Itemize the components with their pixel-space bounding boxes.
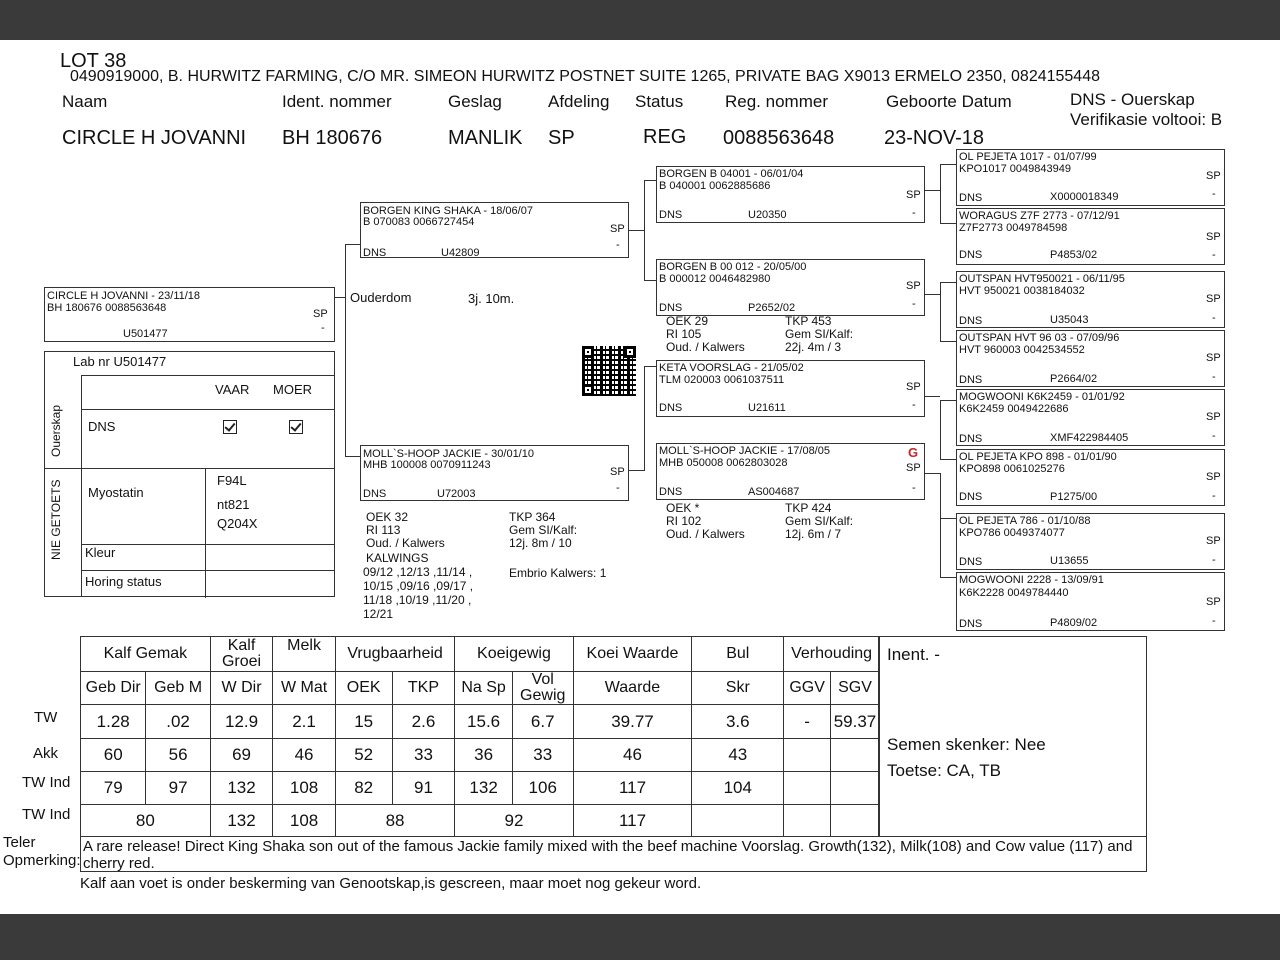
- ggp-title: MOGWOONI K6K2459 - 01/01/92: [959, 391, 1125, 403]
- dam-ri: RI 113: [366, 523, 401, 537]
- akk-cell: 36: [455, 739, 513, 772]
- gp-dns: DNS: [659, 302, 683, 314]
- sire-dash: -: [616, 239, 620, 251]
- gp4-tkp: TKP 424: [785, 501, 832, 515]
- twind-cell: [784, 772, 831, 805]
- ggp-box-3: [956, 271, 1225, 328]
- ggp-dash: -: [1212, 554, 1216, 566]
- gp-dns: DNS: [659, 486, 683, 498]
- sire-ids: B 070083 0066727454: [363, 216, 475, 228]
- dam-oek: OEK 32: [366, 510, 409, 524]
- ggp-sp: SP: [1206, 170, 1221, 182]
- gp-sp: SP: [906, 462, 921, 474]
- label-ident: Ident. nommer: [282, 92, 392, 111]
- dam-embrio: Embrio Kalwers: 1: [509, 566, 607, 580]
- top-bar: [0, 0, 1280, 40]
- dam-box: [360, 445, 629, 501]
- tw-cell: 39.77: [573, 705, 692, 739]
- ggp-dash: -: [1212, 490, 1216, 502]
- ggp-dash: -: [1212, 249, 1216, 261]
- gp-sp: SP: [906, 381, 921, 393]
- remark-text: A rare release! Direct King Shaka son out of the famous Jackie family mixed with the beef machine Voorslag. Growth(132), Milk(108) and Cow value (117) and cherry red.: [83, 838, 1133, 872]
- gp2-gem: Gem SI/Kalf:: [785, 327, 854, 341]
- gp-title: KETA VOORSLAG - 21/05/02: [659, 362, 804, 374]
- ggp-box-2: [956, 208, 1225, 265]
- gp2-oek: OEK 29: [666, 314, 709, 328]
- gp2-gem-value: 22j. 4m / 3: [785, 340, 842, 354]
- akk-cell: 46: [273, 739, 335, 772]
- gp-dash: -: [912, 482, 916, 494]
- tw-cell: 3.6: [692, 705, 784, 739]
- ggp-sp: SP: [1206, 535, 1221, 547]
- dam-title: MOLL`S-HOOP JACKIE - 30/01/10: [363, 448, 534, 460]
- myostatin-f94l: F94L: [217, 473, 247, 488]
- ggp-dns: DNS: [959, 249, 983, 261]
- nie-getoets-label: NIE GETOETS: [49, 479, 63, 560]
- ggp-dash: -: [1212, 430, 1216, 442]
- sire-sp: SP: [610, 223, 625, 235]
- akk-cell: 52: [335, 739, 392, 772]
- dam-kalwings: KALWINGS: [366, 551, 429, 565]
- ebv-table: [80, 636, 880, 837]
- ggp-box-6: [956, 449, 1225, 506]
- twind2-cell: 108: [273, 805, 335, 837]
- akk-cell: [831, 739, 880, 772]
- akk-cell: 46: [573, 739, 692, 772]
- akk-cell: [784, 739, 831, 772]
- ggp-sp: SP: [1206, 596, 1221, 608]
- vaar-dns-checkbox[interactable]: [223, 420, 237, 434]
- group-verhouding: Verhouding: [784, 637, 880, 672]
- myostatin-label: Myostatin: [88, 485, 144, 500]
- ggp-ids: KPO898 0061025276: [959, 463, 1065, 475]
- ggp-sp: SP: [1206, 352, 1221, 364]
- gt-logo-icon: G: [908, 445, 919, 460]
- twind-cell: 91: [392, 772, 455, 805]
- group-vrugbaarheid: Vrugbaarheid: [335, 637, 455, 672]
- toetse: Toetse: CA, TB: [887, 761, 1002, 780]
- sub-tkp: TKP: [392, 672, 455, 705]
- animal-ids: BH 180676 0088563648: [47, 302, 167, 314]
- group-koeigewig: Koeigewig: [455, 637, 573, 672]
- ggp-dns: DNS: [959, 315, 983, 327]
- label-afdeling: Afdeling: [548, 92, 610, 111]
- value-geslag: MANLIK: [448, 127, 523, 149]
- sire-code: U42809: [441, 247, 480, 259]
- sub-vol-gewig: Vol Gewig: [512, 672, 573, 705]
- animal-dash: -: [321, 322, 325, 334]
- sire-title: BORGEN KING SHAKA - 18/06/07: [363, 205, 533, 217]
- info-panel: [878, 636, 1147, 837]
- sub-skr: Skr: [692, 672, 784, 705]
- gp4-gem-value: 12j. 6m / 7: [785, 527, 842, 541]
- gp-dns: DNS: [659, 209, 683, 221]
- ggp-title: MOGWOONI 2228 - 13/09/91: [959, 574, 1104, 586]
- twind2-cell: 88: [335, 805, 455, 837]
- gp4-oek: OEK *: [666, 501, 700, 515]
- ggp-title: OUTSPAN HVT 96 03 - 07/09/96: [959, 332, 1120, 344]
- twind2-cell: 92: [455, 805, 573, 837]
- twind2-cell: 132: [210, 805, 273, 837]
- sire-box: [360, 202, 629, 258]
- ggp-code: P1275/00: [1050, 491, 1098, 503]
- ggp-code: XMF422984405: [1050, 432, 1129, 444]
- lot-number: LOT 38: [60, 50, 127, 72]
- gp-dash: -: [912, 207, 916, 219]
- gp-dns: DNS: [659, 402, 683, 414]
- value-reg: 0088563648: [723, 127, 835, 149]
- ggp-code: P2664/02: [1050, 373, 1098, 385]
- gp-title: MOLL`S-HOOP JACKIE - 17/08/05: [659, 445, 830, 457]
- dam-calvings-4: 12/21: [363, 607, 394, 621]
- gp-dash: -: [912, 399, 916, 411]
- remark-box: [80, 836, 1147, 872]
- ggp-box-8: [956, 572, 1225, 631]
- twind2-cell: 80: [81, 805, 211, 837]
- twind-cell: [831, 772, 880, 805]
- label-geslag: Geslag: [448, 92, 502, 111]
- gp2-ri: RI 105: [666, 327, 702, 341]
- sub-w-dir: W Dir: [210, 672, 273, 705]
- gp-ids: MHB 050008 0062803028: [659, 457, 788, 469]
- akk-cell: 56: [146, 739, 210, 772]
- dam-calvings-1: 09/12 ,12/13 ,11/14 ,: [363, 565, 473, 579]
- opmerking-label: Opmerking:: [3, 852, 81, 869]
- row-label-akk: Akk: [33, 745, 59, 762]
- gp-title: BORGEN B 00 012 - 20/05/00: [659, 261, 807, 273]
- gp4-ri: RI 102: [666, 514, 702, 528]
- sub-sgv: SGV: [831, 672, 880, 705]
- group-kalf-gemak: Kalf Gemak: [81, 637, 211, 672]
- gp-sp: SP: [906, 189, 921, 201]
- sub-na-sp: Na Sp: [455, 672, 513, 705]
- ggp-sp: SP: [1206, 411, 1221, 423]
- label-naam: Naam: [62, 92, 108, 111]
- value-ident: BH 180676: [282, 127, 383, 149]
- gp-box-2: [656, 259, 925, 316]
- group-koei-waarde: Koei Waarde: [573, 637, 692, 672]
- gp2-tkp: TKP 453: [785, 314, 832, 328]
- ouerskap-label: Ouerskap: [49, 404, 63, 457]
- group-bul: Bul: [692, 637, 784, 672]
- label-reg: Reg. nommer: [725, 92, 828, 111]
- twind-cell: 117: [573, 772, 692, 805]
- ggp-dash: -: [1212, 371, 1216, 383]
- label-verifikasie: Verifikasie voltooi: B: [1070, 110, 1223, 129]
- dam-dash: -: [616, 482, 620, 494]
- lab-nr: Lab nr U501477: [73, 354, 167, 369]
- kleur-label: Kleur: [85, 545, 116, 560]
- vaar-label: VAAR: [215, 382, 250, 397]
- ggp-dns: DNS: [959, 491, 983, 503]
- dam-code: U72003: [437, 488, 476, 500]
- ggp-dash: -: [1212, 188, 1216, 200]
- label-status: Status: [635, 92, 684, 111]
- gp4-gem: Gem SI/Kalf:: [785, 514, 854, 528]
- gp2-oud-kalwers: Oud. / Kalwers: [666, 340, 745, 354]
- ggp-ids: K6K2228 0049784440: [959, 587, 1069, 599]
- lot-sheet: [0, 40, 1280, 914]
- owner-line: 0490919000, B. HURWITZ FARMING, C/O MR. SIMEON HURWITZ POSTNET SUITE 1265, PRIVATE BAG X9013 ERMELO 2350, 0824155448: [70, 68, 1100, 85]
- dns-label: DNS: [88, 419, 116, 434]
- ggp-ids: KPO786 0049374077: [959, 527, 1065, 539]
- gp-ids: B 000012 0046482980: [659, 273, 771, 285]
- gp-title: BORGEN B 04001 - 06/01/04: [659, 168, 804, 180]
- dam-gem: Gem SI/Kalf:: [509, 523, 578, 537]
- dam-oud-kalwers: Oud. / Kalwers: [366, 536, 445, 550]
- teler-label: Teler: [3, 834, 36, 851]
- gp-code: AS004687: [748, 486, 800, 498]
- akk-cell: 33: [512, 739, 573, 772]
- semen-skenker: Semen skenker: Nee: [887, 735, 1046, 754]
- value-afdeling: SP: [548, 127, 575, 149]
- ggp-code: U35043: [1050, 314, 1089, 326]
- value-geboorte: 23-NOV-18: [884, 127, 985, 149]
- row-label-tw: TW: [34, 709, 58, 726]
- tw-cell: 1.28: [81, 705, 146, 739]
- tw-cell: 59.37: [831, 705, 880, 739]
- gp-dash: -: [912, 298, 916, 310]
- ggp-dns: DNS: [959, 192, 983, 204]
- bottom-bar: [0, 914, 1280, 960]
- moer-label: MOER: [273, 382, 312, 397]
- tw-cell: 6.7: [512, 705, 573, 739]
- akk-cell: 60: [81, 739, 146, 772]
- akk-cell: 69: [210, 739, 273, 772]
- dam-calvings-3: 11/18 ,10/19 ,11/20 ,: [363, 593, 472, 607]
- twind-cell: 104: [692, 772, 784, 805]
- tw-cell: 2.6: [392, 705, 455, 739]
- sub-geb-m: Geb M: [146, 672, 210, 705]
- animal-sp: SP: [313, 308, 328, 320]
- animal-title: CIRCLE H JOVANNI - 23/11/18: [47, 290, 201, 302]
- row-label-tw-ind-2: TW Ind: [22, 806, 71, 823]
- gp-code: U20350: [748, 209, 787, 221]
- twind-cell: 108: [273, 772, 335, 805]
- sub-ggv: GGV: [784, 672, 831, 705]
- tw-cell: -: [784, 705, 831, 739]
- gp-code: U21611: [748, 402, 786, 414]
- value-naam: CIRCLE H JOVANNI: [62, 127, 247, 149]
- sub-oek: OEK: [335, 672, 392, 705]
- myostatin-nt821: nt821: [217, 497, 250, 512]
- animal-code: U501477: [123, 328, 168, 340]
- ggp-box-5: [956, 389, 1225, 446]
- ggp-code: U13655: [1050, 555, 1089, 567]
- ggp-dns: DNS: [959, 433, 983, 445]
- tw-cell: 15.6: [455, 705, 513, 739]
- ouderdom-label: Ouderdom: [350, 290, 412, 305]
- sire-dns: DNS: [363, 247, 387, 259]
- twind-cell: 132: [210, 772, 273, 805]
- ggp-dns: DNS: [959, 618, 983, 630]
- gp-code: P2652/02: [748, 302, 796, 314]
- twind-cell: 132: [455, 772, 513, 805]
- ggp-dns: DNS: [959, 374, 983, 386]
- akk-cell: 43: [692, 739, 784, 772]
- lab-box: [44, 351, 335, 597]
- ggp-ids: KPO1017 0049843949: [959, 163, 1071, 175]
- ggp-box-1: [956, 149, 1225, 206]
- inent: Inent. -: [887, 645, 940, 664]
- ggp-sp: SP: [1206, 471, 1221, 483]
- value-status: REG: [643, 126, 687, 148]
- gp-box-3: [656, 360, 925, 417]
- tw-cell: 15: [335, 705, 392, 739]
- gp-sp: SP: [906, 280, 921, 292]
- gp-box-1: [656, 166, 925, 223]
- akk-cell: 33: [392, 739, 455, 772]
- myostatin-q204x: Q204X: [217, 516, 258, 531]
- ggp-dash: -: [1212, 312, 1216, 324]
- ggp-code: P4853/02: [1050, 249, 1098, 261]
- ggp-title: WORAGUS Z7F 2773 - 07/12/91: [959, 210, 1120, 222]
- group-kalf-groei: Kalf Groei: [210, 637, 273, 672]
- ggp-ids: Z7F2773 0049784598: [959, 222, 1068, 234]
- animal-box: [44, 287, 335, 342]
- ggp-code: X0000018349: [1050, 191, 1119, 203]
- horing-label: Horing status: [85, 574, 162, 589]
- gp-ids: TLM 020003 0061037511: [659, 374, 785, 386]
- ggp-ids: HVT 950021 0038184032: [959, 285, 1085, 297]
- qr-code: [582, 346, 636, 396]
- sub-w-mat: W Mat: [273, 672, 335, 705]
- footer-note: Kalf aan voet is onder beskerming van Genootskap,is gescreen, maar moet nog gekeur word.: [80, 875, 702, 892]
- sub-geb-dir: Geb Dir: [81, 672, 146, 705]
- ggp-sp: SP: [1206, 231, 1221, 243]
- gp4-oud-kalwers: Oud. / Kalwers: [666, 527, 745, 541]
- ggp-dash: -: [1212, 615, 1216, 627]
- ggp-box-4: [956, 330, 1225, 387]
- twind2-cell: 117: [573, 805, 692, 837]
- sub-waarde: Waarde: [573, 672, 692, 705]
- ggp-code: P4809/02: [1050, 617, 1098, 629]
- ggp-ids: K6K2459 0049422686: [959, 403, 1069, 415]
- dam-calvings-2: 10/15 ,09/16 ,09/17 ,: [363, 579, 474, 593]
- dam-ids: MHB 100008 0070911243: [363, 459, 491, 471]
- dam-sp: SP: [610, 466, 625, 478]
- tw-cell: 2.1: [273, 705, 335, 739]
- ggp-title: OL PEJETA KPO 898 - 01/01/90: [959, 451, 1117, 463]
- dam-tkp: TKP 364: [509, 510, 556, 524]
- label-geboorte: Geboorte Datum: [886, 92, 1012, 111]
- ggp-title: OUTSPAN HVT950021 - 06/11/95: [959, 273, 1125, 285]
- ggp-dns: DNS: [959, 556, 983, 568]
- twind-cell: 79: [81, 772, 146, 805]
- moer-dns-checkbox[interactable]: [289, 420, 303, 434]
- row-label-tw-ind: TW Ind: [22, 774, 71, 791]
- label-dns-ouerskap: DNS - Ouerskap: [1070, 90, 1195, 109]
- ggp-sp: SP: [1206, 293, 1221, 305]
- dam-dns: DNS: [363, 488, 387, 500]
- twind-cell: 82: [335, 772, 392, 805]
- tw-cell: 12.9: [210, 705, 273, 739]
- ggp-title: OL PEJETA 1017 - 01/07/99: [959, 151, 1097, 163]
- ggp-ids: HVT 960003 0042534552: [959, 344, 1085, 356]
- gp-ids: B 040001 0062885686: [659, 180, 771, 192]
- dam-gem-value: 12j. 8m / 10: [509, 536, 572, 550]
- ouderdom-value: 3j. 10m.: [468, 291, 515, 306]
- twind-cell: 106: [512, 772, 573, 805]
- ggp-title: OL PEJETA 786 - 01/10/88: [959, 515, 1091, 527]
- group-melk: Melk: [273, 637, 335, 672]
- tw-cell: .02: [146, 705, 210, 739]
- ggp-box-7: [956, 513, 1225, 570]
- gp-box-4: [656, 443, 925, 500]
- twind-cell: 97: [146, 772, 210, 805]
